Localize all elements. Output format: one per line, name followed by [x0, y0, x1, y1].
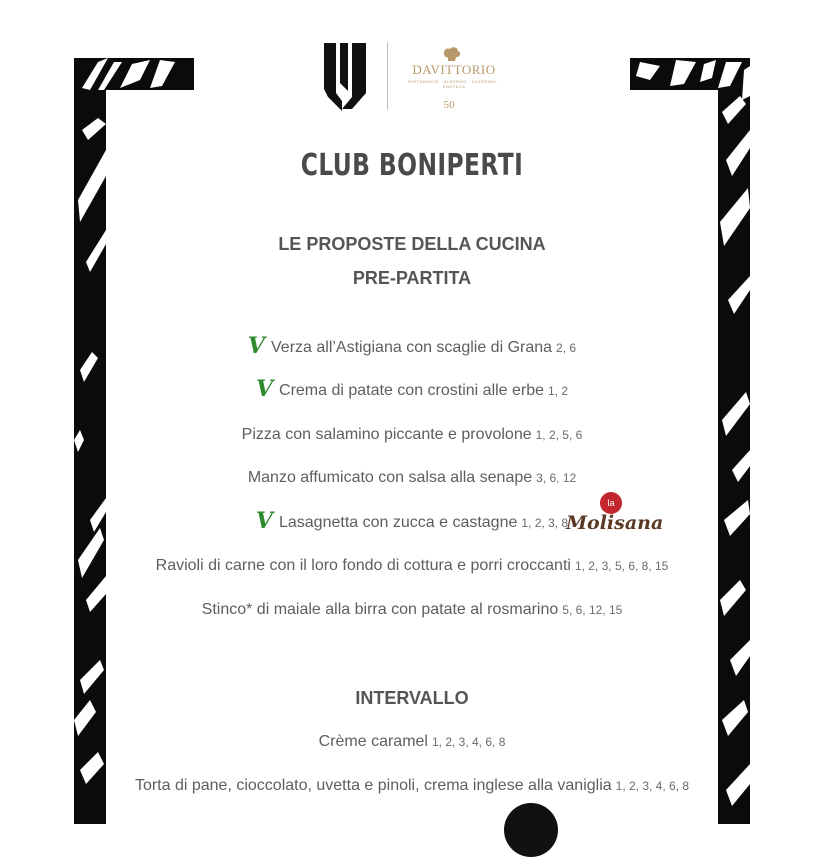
molisana-badge: la: [600, 492, 622, 514]
vegetarian-leaf-icon: V: [247, 333, 265, 359]
menu-item-allergens: 1, 2, 5, 6: [535, 428, 583, 442]
section-heading-prepartita: PRE-PARTITA: [352, 268, 472, 288]
menu-item-allergens: 5, 6, 12, 15: [562, 603, 623, 617]
logo-divider: [387, 42, 388, 110]
molisana-wordmark: Molisana: [566, 512, 664, 534]
menu-item-name: Verza all’Astigiana con scaglie di Grana: [271, 339, 553, 356]
menu-item-allergens: 1, 2: [548, 384, 569, 398]
header-logos: [0, 38, 824, 118]
vegetarian-leaf-icon: V: [255, 376, 274, 402]
menu-item-allergens: 2, 6: [556, 341, 577, 355]
menu-item: [0, 777, 824, 795]
menu-item: [0, 601, 824, 619]
menu-item-name: Crème caramel: [318, 733, 428, 750]
page-title: CLUB BONIPERTI: [300, 148, 524, 183]
menu-item-name: Crema di patate con crostini alle erbe: [279, 382, 545, 399]
menu-item-name: Ravioli di carne con il loro fondo di cottura e porri croccanti: [155, 557, 571, 574]
menu-item-allergens: 1, 2, 3, 5, 6, 8, 15: [574, 559, 669, 573]
menu-item-allergens: 1, 2, 3, 4, 6, 8: [615, 779, 690, 793]
davittorio-wordmark: DAVITTORIO: [412, 62, 496, 77]
vegetarian-leaf-icon: V: [255, 508, 273, 534]
menu-item-allergens: 1, 2, 3, 8: [521, 516, 569, 530]
molisana-logo: [566, 492, 664, 548]
chef-hat-icon: [442, 46, 462, 62]
menu-item: [0, 426, 824, 444]
menu-item: [0, 508, 824, 534]
davittorio-logo: [404, 42, 504, 118]
menu-item-name: Pizza con salamino piccante e provolone: [241, 426, 532, 443]
section-heading-intervallo: INTERVALLO: [355, 688, 469, 708]
juventus-logo: [322, 41, 368, 113]
bottom-partner-logo: [504, 803, 558, 857]
menu-item-name: Torta di pane, cioccolato, uvetta e pinoli, crema inglese alla vaniglia: [134, 777, 612, 794]
menu-item-name: Lasagnetta con zucca e castagne: [278, 514, 518, 531]
menu-item: [0, 469, 824, 487]
anniversary-badge: 50: [443, 99, 455, 111]
menu-item: [0, 333, 824, 359]
menu-item-name: Stinco* di maiale alla birra con patate al rosmarino: [201, 601, 559, 618]
section-heading-cucina: LE PROPOSTE DELLA CUCINA: [278, 234, 546, 254]
menu-item-allergens: 3, 6, 12: [536, 471, 577, 485]
menu-item: [0, 557, 824, 575]
menu-item: [0, 733, 824, 751]
menu-item: [0, 376, 824, 402]
menu-item-name: Manzo affumicato con salsa alla senape: [247, 469, 533, 486]
menu-item-allergens: 1, 2, 3, 4, 6, 8: [431, 735, 506, 749]
davittorio-tagline: RISTORANTE · ALBERGO · CATERING · ENOTECA: [408, 79, 500, 89]
